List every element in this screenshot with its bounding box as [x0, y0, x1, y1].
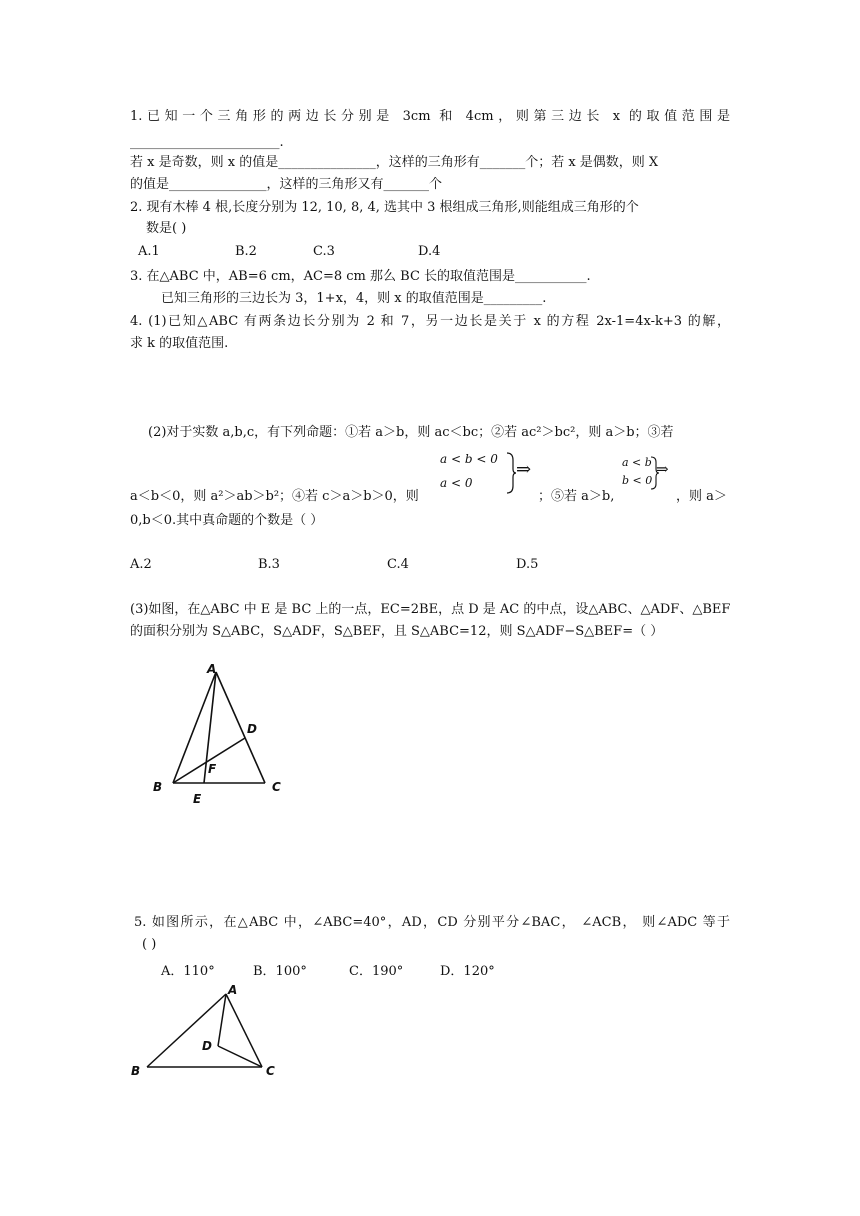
q5-option-d: D．120° — [440, 964, 495, 979]
q4-p3-line2: 的面积分别为 S△ABC，S△ADF，S△BEF，且 S△ABC=12，则 S△ADF−S△BEF=（ ） — [130, 624, 664, 639]
q1-line4: 的值是_______________，这样的三角形又有_______个 — [130, 177, 443, 192]
q5-line1: 5. 如图所示，在△ABC 中，∠ABC=40°，AD，CD 分别平分∠BAC， ∠ACB， 则∠ADC 等于 — [134, 915, 730, 930]
system1-bottom: a < 0 — [440, 476, 473, 490]
fig1-label-a: A — [207, 662, 217, 676]
q1-line3: 若 x 是奇数，则 x 的值是_______________，这样的三角形有_______个；若 x 是偶数，则 X — [130, 155, 659, 170]
q4-p2-line2b: ；⑤若 a＞b, — [538, 489, 615, 504]
fig2-label-c: C — [266, 1064, 275, 1078]
q2-option-c: C.3 — [313, 244, 335, 259]
fig1-label-e: E — [193, 792, 202, 805]
fig1-label-f: F — [208, 762, 217, 776]
system1-top: a < b < 0 — [440, 452, 498, 466]
q4-p2-line2c: ，则 a＞ — [676, 489, 727, 504]
fig2-label-d: D — [202, 1039, 212, 1053]
q5-option-a: A．110° — [161, 964, 215, 979]
q5-option-c: C．190° — [349, 964, 404, 979]
q5-line2: ( ) — [142, 937, 157, 952]
q4-p2-option-b: B.3 — [258, 557, 280, 572]
q2-option-a: A.1 — [138, 244, 160, 259]
fig1-label-c: C — [272, 780, 281, 794]
fig1-label-d: D — [247, 722, 257, 736]
q1-blank-line: _______________________. — [130, 135, 284, 150]
implies-arrow-1: ⇒ — [516, 459, 532, 480]
fig1-label-b: B — [153, 780, 163, 794]
system2-top: a < b — [622, 456, 652, 469]
fig2-label-b: B — [131, 1064, 141, 1078]
q4-p2-line3: 0,b＜0.其中真命题的个数是（ ） — [130, 513, 324, 528]
q1-line1: 1.已知一个三角形的两边长分别是 3cm 和 4cm，则第三边长 x 的取值范围是 — [130, 109, 730, 124]
q2-line1: 2. 现有木棒 4 根,长度分别为 12, 10, 8, 4, 选其中 3 根组成三角形,则能组成三角形的个 — [130, 200, 639, 215]
fig2-label-a: A — [228, 983, 238, 997]
q5-option-b: B．100° — [253, 964, 307, 979]
system2-bottom: b < 0 — [622, 474, 653, 487]
q4-p2-option-d: D.5 — [516, 557, 539, 572]
q4-p1-line2: 求 k 的取值范围. — [130, 336, 229, 351]
q4-p2-option-c: C.4 — [387, 557, 409, 572]
q4-p2-line1: (2)对于实数 a,b,c，有下列命题：①若 a＞b，则 ac＜bc；②若 ac²＞bc²，则 a＞b；③若 — [148, 425, 674, 440]
q2-line2: 数是( ) — [146, 221, 187, 236]
triangle-figure-2 — [125, 980, 295, 1085]
q4-p1-line1: 4. (1)已知△ABC 有两条边长分别为 2 和 7，另一边长是关于 x 的方程 2x-1=4x-k+3 的解， — [130, 314, 730, 329]
q2-option-d: D.4 — [418, 244, 441, 259]
q4-p3-line1: (3)如图，在△ABC 中 E 是 BC 上的一点，EC=2BE，点 D 是 AC 的中点，设△ABC、△ADF、△BEF — [130, 602, 731, 617]
q2-option-b: B.2 — [235, 244, 257, 259]
q4-p2-option-a: A.2 — [130, 557, 152, 572]
q3-line2: 已知三角形的三边长为 3，1+x，4，则 x 的取值范围是_________. — [161, 291, 547, 306]
q4-p2-line2a: a＜b＜0，则 a²＞ab＞b²；④若 c＞a＞b＞0，则 — [130, 489, 419, 504]
q3-line1: 3. 在△ABC 中，AB=6 cm，AC=8 cm 那么 BC 长的取值范围是___________. — [130, 269, 591, 284]
triangle-figure-1 — [145, 655, 305, 805]
implies-arrow-2: ⇒ — [656, 460, 669, 478]
